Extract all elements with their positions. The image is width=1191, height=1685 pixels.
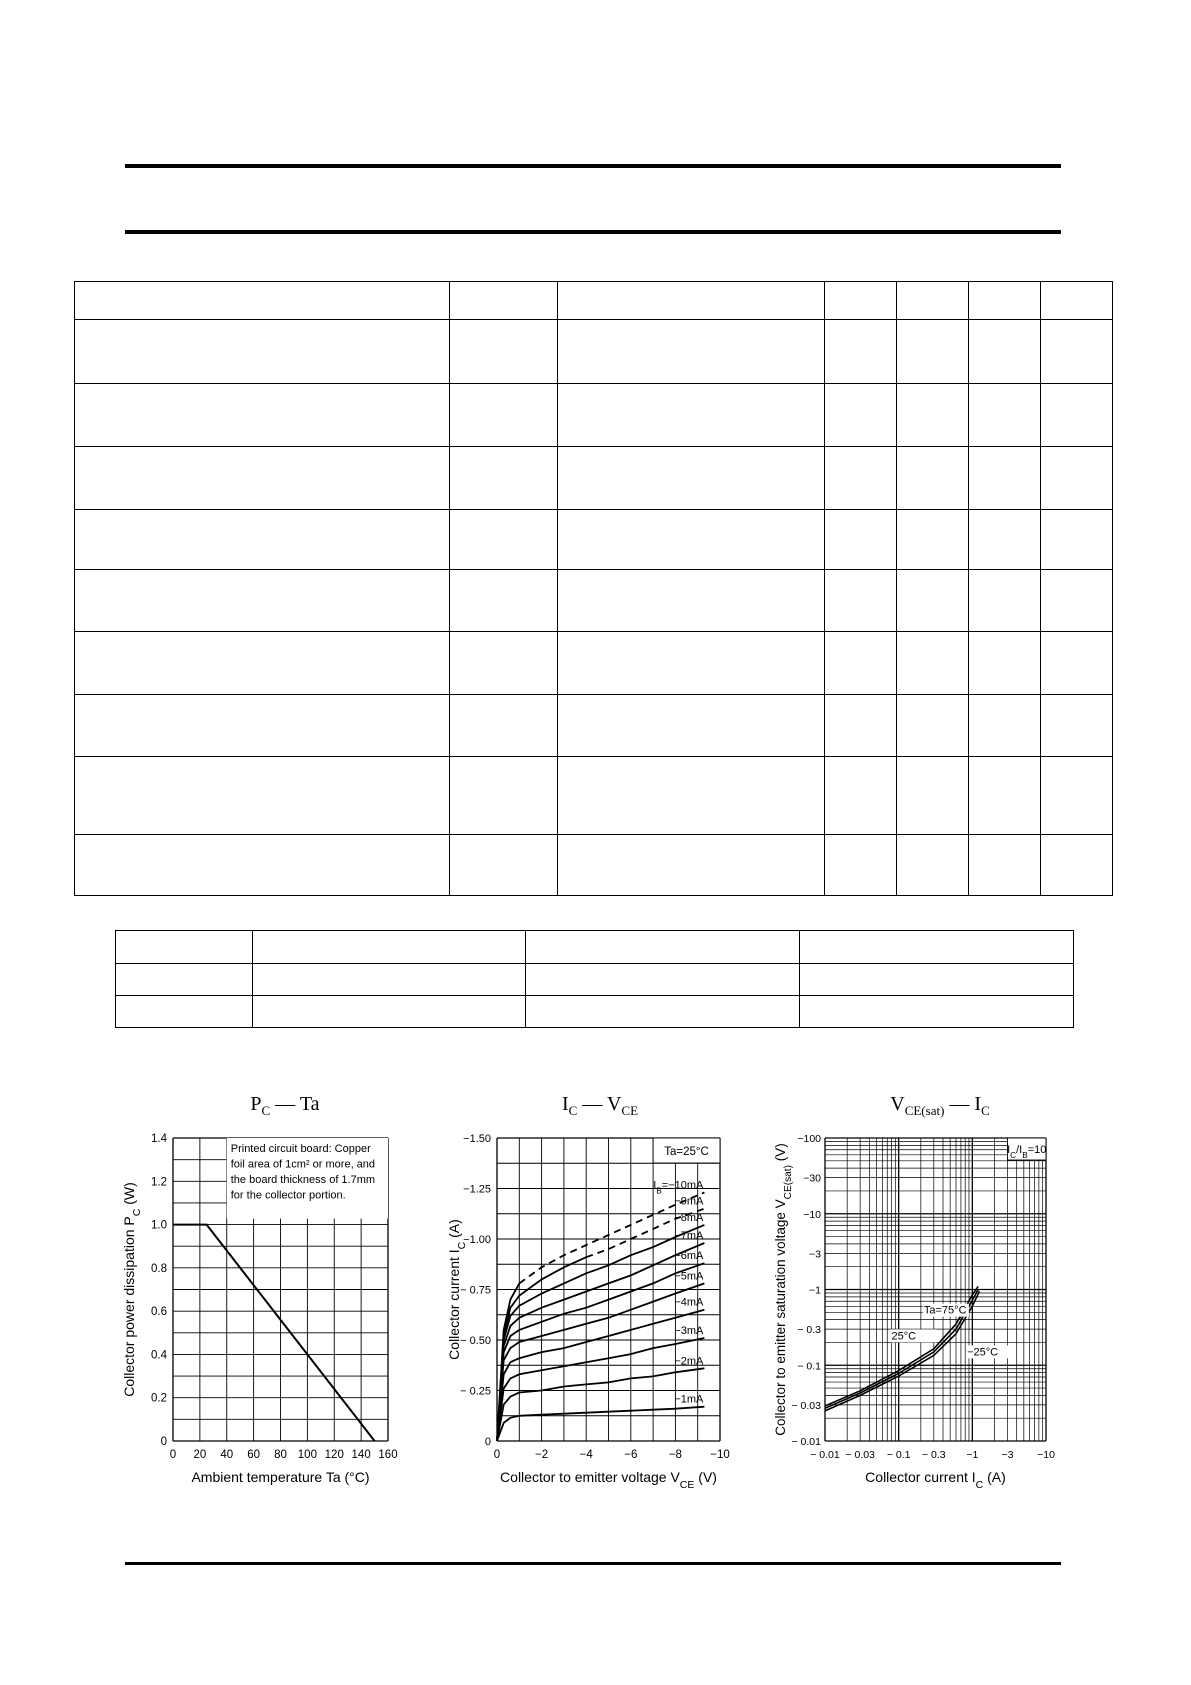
- series-label: Ta=75°C: [923, 1304, 967, 1317]
- y-tick-label: − 0.75: [460, 1284, 491, 1297]
- series-label: $I_B=-10mA$: [653, 1179, 704, 1196]
- series-label: 25°C: [891, 1330, 917, 1343]
- x-tick-label: −6: [624, 1449, 638, 1461]
- y-tick-label: 0: [160, 1436, 167, 1448]
- annotation-line: the board thickness of 1.7mm: [230, 1174, 376, 1186]
- chart-title-vcesat-ic: $V_{CE(sat)}$ — $I_C$: [890, 1093, 990, 1118]
- y-tick-label: 0.2: [151, 1392, 167, 1405]
- y-axis-label: Collector power dissipation $P_C$ (W): [121, 1182, 143, 1397]
- condition-label: $I_C/I_B=10$: [1007, 1144, 1047, 1160]
- y-tick-label: 1.4: [151, 1133, 167, 1145]
- x-tick-label: 60: [247, 1449, 261, 1461]
- y-tick-label: −1.50: [463, 1133, 491, 1145]
- x-axis-label: Ambient temperature Ta (°C): [191, 1469, 370, 1485]
- series-line-ib: [497, 1310, 704, 1441]
- x-tick-label: − 0.3: [921, 1449, 946, 1461]
- y-tick-label: − 0.03: [791, 1399, 821, 1412]
- y-tick-label: 0: [484, 1436, 491, 1448]
- y-tick-label: − 0.1: [797, 1360, 821, 1373]
- y-tick-label: −10: [803, 1208, 821, 1221]
- x-tick-label: 0: [169, 1449, 177, 1461]
- series-label: −25°C: [967, 1346, 999, 1359]
- series-line-ib: [497, 1283, 704, 1441]
- y-tick-label: −30: [803, 1172, 821, 1185]
- y-tick-label: − 0.50: [460, 1335, 491, 1347]
- x-tick-label: 40: [220, 1449, 234, 1461]
- y-tick-label: 0.4: [151, 1349, 167, 1362]
- y-tick-label: 1.0: [151, 1219, 167, 1232]
- y-tick-label: −1.00: [463, 1234, 491, 1246]
- x-tick-label: −8: [668, 1449, 682, 1461]
- series-label: −1mA: [674, 1393, 704, 1406]
- y-tick-label: −1: [809, 1284, 821, 1297]
- x-tick-label: 80: [274, 1449, 287, 1461]
- x-tick-label: − 0.03: [845, 1449, 875, 1461]
- y-tick-label: −3: [809, 1248, 821, 1261]
- condition-label: Ta=25°C: [664, 1146, 709, 1158]
- y-axis-label: Collector to emitter saturation voltage $V_{CE(sat)}$ (V): [773, 1143, 794, 1436]
- x-tick-label: −3: [1001, 1449, 1014, 1461]
- y-tick-label: 0.8: [151, 1262, 167, 1275]
- y-tick-label: − 0.3: [797, 1324, 821, 1337]
- x-tick-label: 160: [378, 1449, 398, 1461]
- x-axis-label: Collector to emitter voltage $V_{CE}$ (V): [500, 1469, 717, 1491]
- x-tick-label: − 0.01: [810, 1449, 840, 1461]
- x-tick-label: 120: [324, 1449, 344, 1461]
- y-tick-label: 1.2: [151, 1176, 167, 1189]
- series-label: −9mA: [674, 1195, 704, 1208]
- x-tick-label: 100: [297, 1449, 317, 1461]
- footer-rule: [125, 1562, 1061, 1565]
- y-tick-label: − 0.25: [460, 1385, 491, 1398]
- x-tick-label: 20: [193, 1449, 207, 1461]
- x-tick-label: 140: [351, 1449, 371, 1461]
- series-label: −4mA: [674, 1296, 704, 1309]
- x-tick-label: −10: [710, 1449, 730, 1461]
- y-tick-label: −100: [797, 1133, 821, 1145]
- y-tick-label: − 0.01: [791, 1436, 821, 1448]
- annotation-line: foil area of 1cm² or more, and: [230, 1158, 376, 1171]
- y-tick-label: −1.25: [463, 1183, 491, 1196]
- series-label: −8mA: [674, 1211, 704, 1224]
- series-label: −7mA: [674, 1230, 704, 1243]
- series-line-ib: [497, 1368, 704, 1441]
- annotation-line: for the collector portion.: [230, 1189, 346, 1202]
- x-axis-label: Collector current $I_C$ (A): [865, 1469, 1006, 1491]
- chart-title-ic-vce: $I_C$ — $V_{CE}$: [561, 1093, 639, 1118]
- x-tick-label: 0: [493, 1449, 501, 1461]
- x-tick-label: −2: [535, 1449, 549, 1461]
- series-line-ib: [497, 1407, 704, 1441]
- x-tick-label: − 0.1: [886, 1449, 911, 1461]
- y-axis-label: Collector current $I_C$ (A): [446, 1219, 468, 1360]
- series-label: −5mA: [674, 1270, 704, 1283]
- series-label: −6mA: [674, 1250, 704, 1263]
- x-tick-label: −4: [579, 1449, 593, 1461]
- series-label: −3mA: [674, 1324, 704, 1337]
- annotation-line: Printed circuit board: Copper: [230, 1143, 371, 1155]
- y-tick-label: 0.6: [151, 1306, 167, 1319]
- chart-title-pc-ta: $P_C$ — Ta: [250, 1093, 320, 1118]
- x-tick-label: −10: [1037, 1449, 1055, 1461]
- series-label: −2mA: [674, 1355, 704, 1368]
- x-tick-label: −1: [966, 1449, 979, 1461]
- series-line-ib: [497, 1338, 704, 1441]
